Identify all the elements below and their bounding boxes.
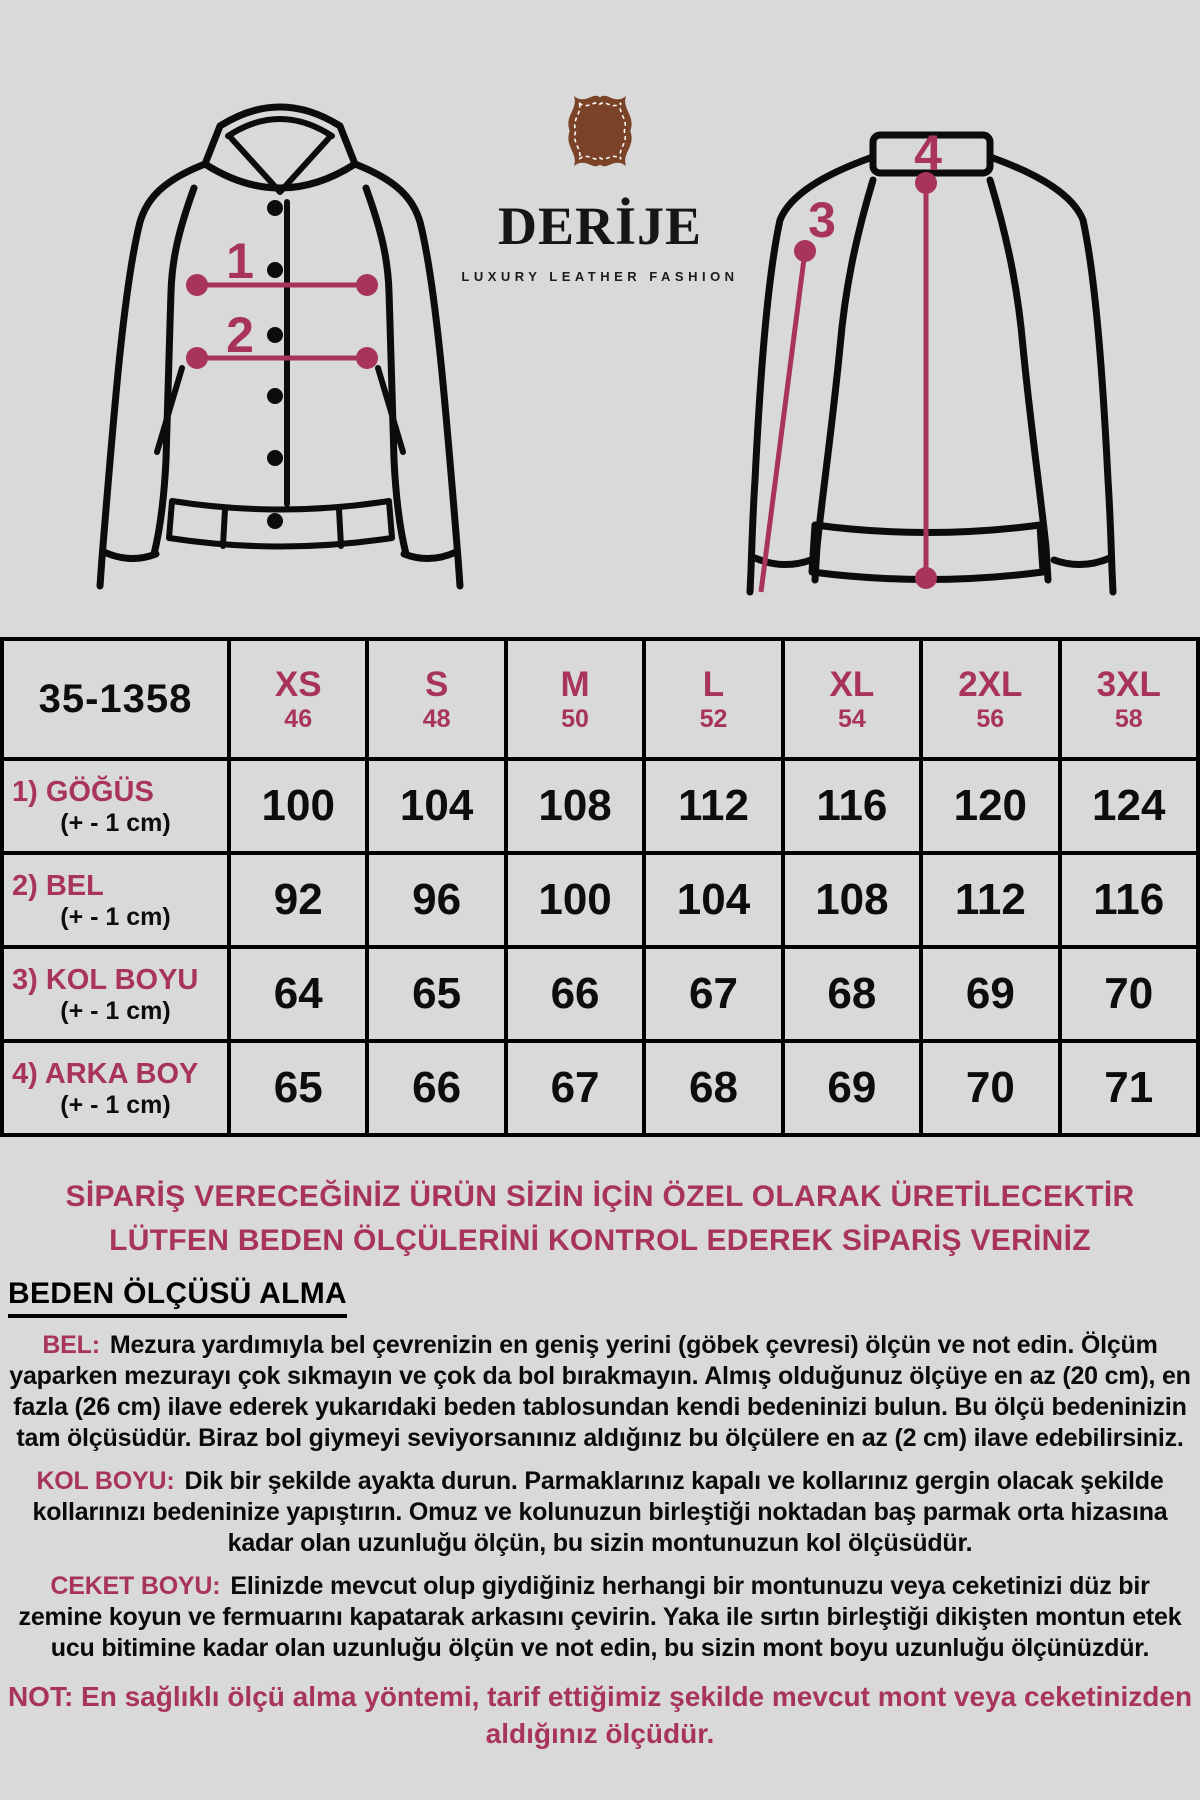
measurement-row-header — [2, 1041, 229, 1135]
size-value-cell: 116 — [1060, 853, 1198, 947]
back-right-seam — [990, 180, 1048, 580]
size-value-cell: 112 — [921, 853, 1059, 947]
size-value-cell: 70 — [921, 1041, 1059, 1135]
front-right-cuff — [404, 552, 456, 559]
size-value-cell: 100 — [229, 759, 367, 853]
size-value-cell: 69 — [921, 947, 1059, 1041]
section-label-kol-boyu: KOL BOYU: — [36, 1467, 175, 1495]
measurement-row-label: 1) GÖĞÜS — [12, 776, 154, 808]
front-button — [267, 513, 283, 529]
measurement-row-header — [2, 947, 229, 1041]
section-label-bel: BEL: — [42, 1331, 100, 1359]
model-code: 35-1358 — [2, 639, 229, 759]
sleeve-instruction-section — [0, 1466, 1200, 1559]
table-row — [2, 759, 1198, 853]
tolerance-label: (+ - 1 cm) — [60, 997, 171, 1025]
size-value-cell: 68 — [783, 947, 921, 1041]
front-button — [267, 262, 283, 278]
section-text-kol-boyu: Dik bir şekilde ayakta durun. Parmaklarınız kapalı ve kollarınız gergin olacak şekilde kollarınızı bedeninize yapıştırın. Omuz ve kolunuzun birleştiği noktadan baş parmak orta hizasına kadar olan uzunluğu ölçün, bu sizin montunuzun kol ölçüsüdür. — [32, 1467, 1168, 1557]
size-value-cell: 96 — [367, 853, 505, 947]
brand-tagline: LUXURY LEATHER FASHION — [461, 269, 739, 284]
jacket-length-instruction-section — [0, 1571, 1200, 1664]
size-column-header: 2XL 56 — [921, 639, 1059, 759]
tolerance-label: (+ - 1 cm) — [60, 1091, 171, 1119]
front-button — [267, 450, 283, 466]
size-value-cell: 69 — [783, 1041, 921, 1135]
measuring-guide-heading: BEDEN ÖLÇÜSÜ ALMA — [8, 1277, 347, 1318]
size-column-header: 3XL 58 — [1060, 639, 1198, 759]
size-value-cell: 100 — [506, 853, 644, 947]
size-value-cell: 67 — [506, 1041, 644, 1135]
measurement-row-header — [2, 759, 229, 853]
measurement-row-label: 2) BEL — [12, 870, 104, 902]
waist-instruction-section — [0, 1330, 1200, 1454]
measure-dot — [356, 347, 378, 369]
measurement-marker-3: 3 — [808, 192, 836, 248]
section-text-ceket-boyu: Elinizde mevcut olup giydiğiniz herhangi bir montunuzu veya ceketinizi düz bir zemine koyun ve fermuarını kapatarak arkasını çevirin. Yaka ile sırtın birleştiği dikişten montun etek ucu bitimine kadar olan uzunluğu ölçün ve not edin, bu sizin mont boyu uzunluğu ölçünüzdür. — [18, 1572, 1182, 1662]
size-value-cell: 124 — [1060, 759, 1198, 853]
back-right-cuff — [1054, 558, 1110, 565]
table-row — [2, 1041, 1198, 1135]
measure-dot — [186, 274, 208, 296]
section-label-ceket-boyu: CEKET BOYU: — [50, 1572, 221, 1600]
diagram-area — [0, 0, 1200, 637]
front-button — [267, 388, 283, 404]
size-table — [0, 637, 1200, 1137]
table-row — [2, 947, 1198, 1041]
front-button — [267, 327, 283, 343]
size-value-cell: 108 — [783, 853, 921, 947]
measurement-row-label: 4) ARKA BOY — [12, 1058, 199, 1090]
front-button — [267, 200, 283, 216]
size-value-cell: 71 — [1060, 1041, 1198, 1135]
size-column-header: XS 46 — [229, 639, 367, 759]
size-column-header: L 52 — [644, 639, 782, 759]
size-table-header-row — [2, 639, 1198, 759]
measurement-marker-4: 4 — [914, 125, 942, 181]
size-column-header: M 50 — [506, 639, 644, 759]
size-value-cell: 67 — [644, 947, 782, 1041]
size-value-cell: 112 — [644, 759, 782, 853]
measurement-row-label: 3) KOL BOYU — [12, 964, 199, 996]
production-notice-line-2: LÜTFEN BEDEN ÖLÇÜLERİNİ KONTROL EDEREK SİPARİŞ VERİNİZ — [109, 1224, 1091, 1257]
size-value-cell: 66 — [367, 1041, 505, 1135]
back-jacket-diagram — [695, 80, 1145, 605]
measurement-marker-2: 2 — [226, 307, 254, 363]
measure-dot — [356, 274, 378, 296]
size-value-cell: 64 — [229, 947, 367, 1041]
leather-patch-icon — [559, 86, 641, 176]
size-column-header: XL 54 — [783, 639, 921, 759]
instructions-area — [0, 1133, 1200, 1752]
size-value-cell: 65 — [367, 947, 505, 1041]
note-text: NOT: En sağlıklı ölçü alma yöntemi, tarif ettiğimiz şekilde mevcut mont veya ceketinizden aldığınız ölçüdür. — [7, 1681, 1193, 1749]
measure-dot — [186, 347, 208, 369]
size-value-cell: 104 — [644, 853, 782, 947]
size-value-cell: 108 — [506, 759, 644, 853]
measurement-marker-1: 1 — [226, 233, 254, 289]
tolerance-label: (+ - 1 cm) — [60, 809, 171, 837]
measurement-row-header — [2, 853, 229, 947]
front-left-cuff — [104, 552, 156, 559]
section-text-bel: Mezura yardımıyla bel çevrenizin en geniş yerini (göbek çevresi) ölçün ve not edin. Ölçüm yaparken mezurayı çok sıkmayın ve çok da bol bırakmayın. Almış olduğunuz ölçüye en az (20 cm), en fazla (26 cm) ilave ederek yukarıdaki beden tablosundan kendi bedeninizi bulun. Bu ölçü bedeninizin tam ölçüsüdür. Biraz bol giymeyi seviyorsanınız aldığınız bu ölçülere en az (2 cm) ilave edebilirsiniz. — [9, 1331, 1191, 1452]
size-value-cell: 66 — [506, 947, 644, 1041]
measure-dot — [915, 567, 937, 589]
front-jacket-diagram — [52, 80, 464, 592]
size-value-cell: 70 — [1060, 947, 1198, 1041]
brand-name: DERİJE — [497, 196, 703, 256]
size-value-cell: 92 — [229, 853, 367, 947]
production-notice-line-1: SİPARİŞ VERECEĞİNİZ ÜRÜN SİZİN İÇİN ÖZEL OLARAK ÜRETİLECEKTİR — [65, 1180, 1135, 1213]
size-value-cell: 120 — [921, 759, 1059, 853]
size-column-header: S 48 — [367, 639, 505, 759]
front-left-sleeve — [100, 164, 205, 586]
size-value-cell: 104 — [367, 759, 505, 853]
table-row — [2, 853, 1198, 947]
size-value-cell: 116 — [783, 759, 921, 853]
tolerance-label: (+ - 1 cm) — [60, 903, 171, 931]
size-value-cell: 68 — [644, 1041, 782, 1135]
size-value-cell: 65 — [229, 1041, 367, 1135]
